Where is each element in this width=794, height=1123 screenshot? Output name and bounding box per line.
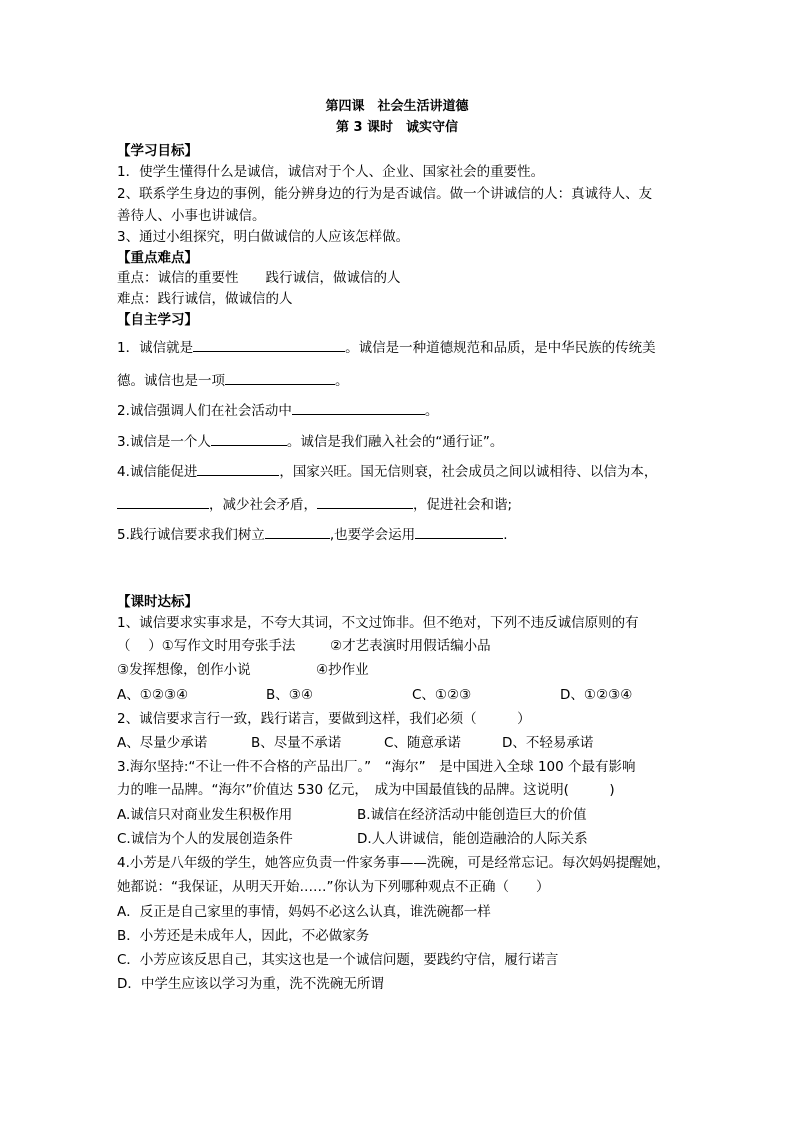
selfstudy-heading: 【自主学习】: [117, 312, 198, 328]
selfstudy-q3: [117, 431, 503, 451]
keypoints-heading: 【重点难点】: [117, 250, 198, 266]
q3-text: 3.诚信是一个人: [117, 434, 211, 450]
fill-blank[interactable]: [211, 431, 287, 446]
option-c[interactable]: C、随意承诺: [384, 735, 461, 751]
question-3-stem: 力的唯一品牌。“海尔”价值达 530 亿元， 成为中国最值钱的品牌。这说明( ): [117, 782, 615, 798]
question-4-stem: 她都说：“我保证，从明天开始……”你认为下列哪种观点不正确（ ）: [117, 879, 550, 895]
q3-text: 。诚信是我们融入社会的“通行证”。: [286, 434, 504, 450]
key-point: 重点：诚信的重要性 践行诚信，做诚信的人: [117, 270, 401, 286]
option-c[interactable]: C．小芳应该反思自己，其实这也是一个诚信问题，要践约守信，履行诺言: [117, 952, 559, 968]
question-4-stem: 4.小芳是八年级的学生，她答应负责一件家务事——洗碗，可是经常忘记。每次妈妈提醒她，: [117, 855, 670, 871]
objective-line: 3、通过小组探究，明白做诚信的人应该怎样做。: [117, 229, 410, 245]
q4-text: ，国家兴旺。国无信则衰，社会成员之间以诚相待、以信为本，: [279, 464, 658, 480]
fill-blank[interactable]: [292, 400, 425, 415]
option-d[interactable]: D、不轻易承诺: [502, 735, 594, 751]
option-a[interactable]: A、尽量少承诺: [117, 735, 208, 751]
question-1-line: （ ）①写作文时用夸张手法: [117, 638, 296, 654]
q1-text: 1．诚信就是: [117, 340, 194, 356]
q4-text: 4.诚信能促进: [117, 464, 198, 480]
option-d[interactable]: D．中学生应该以学习为重，洗不洗碗无所谓: [117, 976, 384, 992]
q5-text: .: [503, 527, 508, 543]
fill-blank[interactable]: [225, 370, 335, 385]
option-d[interactable]: D.人人讲诚信，能创造融洽的人际关系: [357, 831, 588, 847]
fill-blank[interactable]: [317, 494, 413, 509]
practice-heading: 【课时达标】: [117, 594, 198, 610]
selfstudy-q2: [117, 400, 438, 420]
fill-blank[interactable]: [265, 524, 330, 539]
lesson-subtitle: 第 3 课时 诚实守信: [335, 120, 459, 135]
q2-text: 。: [424, 403, 439, 419]
selfstudy-q1-line1: [117, 337, 656, 357]
question-1-line: ②才艺表演时用假话编小品: [330, 638, 491, 654]
question-1-line: ④抄作业: [316, 662, 369, 678]
fill-blank[interactable]: [197, 461, 279, 476]
option-d[interactable]: D、①②③④: [560, 687, 633, 703]
option-b[interactable]: B、尽量不承诺: [251, 735, 342, 751]
fill-blank[interactable]: [193, 337, 345, 352]
q2-text: 2.诚信强调人们在社会活动中: [117, 403, 292, 419]
option-c[interactable]: C、①②③: [412, 687, 472, 703]
q5-text: ,也要学会运用: [329, 527, 416, 543]
question-1-stem: 1、诚信要求实事求是，不夸大其词，不文过饰非。但不绝对，下列不违反诚信原则的有: [117, 615, 639, 631]
lesson-title: 第四课 社会生活讲道德: [325, 99, 469, 114]
hard-point: 难点：践行诚信，做诚信的人: [117, 291, 293, 307]
selfstudy-q1-line2: [117, 370, 349, 390]
option-a[interactable]: A、①②③④: [117, 687, 189, 703]
option-b[interactable]: B．小芳还是未成年人，因此，不必做家务: [117, 928, 370, 944]
option-a[interactable]: A．反正是自己家里的事情，妈妈不必这么认真，谁洗碗都一样: [117, 904, 491, 920]
q1-text: 德。诚信也是一项: [117, 373, 225, 389]
q5-text: 5.践行诚信要求我们树立: [117, 527, 265, 543]
q4-text: ，减少社会矛盾，: [209, 497, 317, 513]
q1-text: 。: [335, 373, 349, 389]
objectives-heading: 【学习目标】: [117, 143, 198, 159]
selfstudy-q4-line1: [117, 461, 657, 481]
fill-blank[interactable]: [117, 494, 209, 509]
question-3-stem: 3.海尔坚持:“不让一件不合格的产品出厂。” “海尔” 是中国进入全球 100 个最有影响: [117, 759, 636, 775]
option-c[interactable]: C.诚信为个人的发展创造条件: [117, 831, 293, 847]
objective-line: 2、联系学生身边的事例，能分辨身边的行为是否诚信。做一个讲诚信的人：真诚待人、友: [117, 186, 653, 202]
question-2-stem: 2、诚信要求言行一致，践行诺言，要做到这样，我们必须（ ）: [117, 711, 531, 727]
selfstudy-q5: [117, 524, 507, 544]
option-a[interactable]: A.诚信只对商业发生积极作用: [117, 807, 293, 823]
selfstudy-q4-line2: [117, 494, 512, 514]
fill-blank[interactable]: [415, 524, 503, 539]
q4-text: ，促进社会和谐;: [413, 497, 513, 513]
option-b[interactable]: B、③④: [266, 687, 313, 703]
objective-line: 1．使学生懂得什么是诚信，诚信对于个人、企业、国家社会的重要性。: [117, 164, 545, 180]
q1-text: 。诚信是一种道德规范和品质，是中华民族的传统美: [345, 340, 656, 356]
option-b[interactable]: B.诚信在经济活动中能创造巨大的价值: [357, 807, 587, 823]
objective-line: 善待人、小事也讲诚信。: [117, 208, 266, 224]
question-1-line: ③发挥想像，创作小说: [117, 662, 251, 678]
